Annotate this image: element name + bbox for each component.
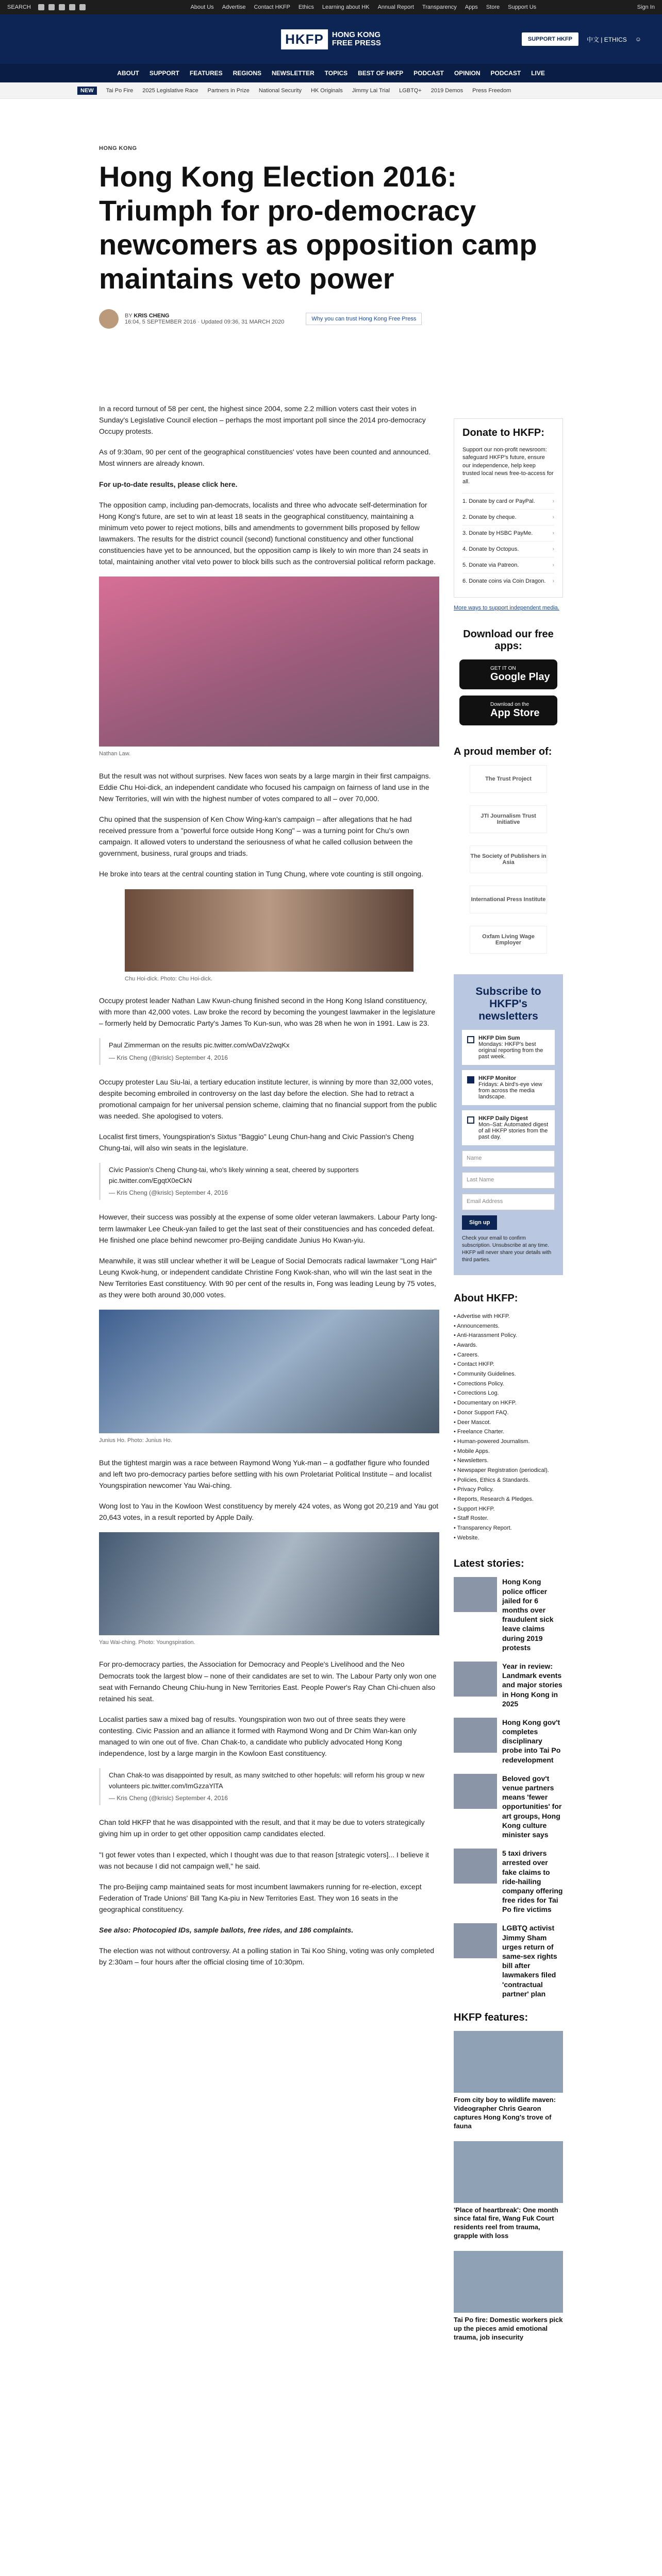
paragraph: However, their success was possibly at the expense of some older veteran lawmakers. Labour Party long-term lawmaker Lee Cheuk-yan failed to get the last seat of their constituencies and has conceded defeat. He finished one place behind newcomer pro-Beijing candidate Junius Ho Kwan-yiu. xyxy=(99,1213,437,1244)
paragraph: The election was not without controversy. At a polling station in Tai Koo Shing, voting was only completed by 2:30am – four hours after the official closing time of 10:30pm. xyxy=(99,1946,435,1967)
newsletter-option[interactable] xyxy=(462,1070,555,1105)
newsletter-option[interactable] xyxy=(462,1110,555,1145)
nav-item[interactable]: OPINION xyxy=(454,70,481,77)
donate-option[interactable] xyxy=(462,573,554,589)
paragraph: Wong lost to Yau in the Kowloon West constituency by merely 424 votes, as Wong got 20,219 and Yau got 20,643 votes, in a result reported by Apple Daily. xyxy=(99,1501,439,1521)
photo-caption: Nathan Law. xyxy=(99,751,131,757)
about-link[interactable]: • Corrections Policy. xyxy=(454,1380,504,1387)
utility-link[interactable]: About Us xyxy=(190,4,214,10)
tweet-meta: — Kris Cheng (@krislc) September 4, 2016 xyxy=(109,1189,228,1197)
paragraph: As of 9:30am, 90 per cent of the geographical constituencies' votes have been counted and announced. Most winners are already known. xyxy=(99,448,431,468)
about-link[interactable]: • Newsletters. xyxy=(454,1458,489,1464)
newsletter-checkbox[interactable] xyxy=(467,1116,474,1124)
newsletter-title: HKFP Monitor xyxy=(478,1075,517,1081)
about-link[interactable]: • Donor Support FAQ. xyxy=(454,1409,509,1416)
utility-link[interactable]: Transparency xyxy=(422,4,457,10)
language-ethics-links[interactable]: 中文 | ETHICS xyxy=(586,36,627,43)
paragraph[interactable]: For up-to-date results, please click here. xyxy=(99,480,238,488)
about-link[interactable]: • Deer Mascot. xyxy=(454,1419,491,1426)
about-link[interactable]: • Policies, Ethics & Standards. xyxy=(454,1477,530,1483)
trending-link[interactable]: Press Freedom xyxy=(472,87,511,94)
why-trust-link[interactable]: Why you can trust Hong Kong Free Press xyxy=(306,313,422,325)
latest-story[interactable] xyxy=(454,1577,563,1652)
paragraph: But the tightest margin was a race between Raymond Wong Yuk-man – a godfather figure who founded and left two pro-democracy parties before settling with his own Proletariat Political Institute – and localist Youngspiration newcomer Yau Wai-ching. xyxy=(99,1458,432,1489)
about-heading: About HKFP: xyxy=(454,1292,518,1304)
facebook-icon[interactable] xyxy=(38,4,44,10)
app-store-button[interactable] xyxy=(459,696,557,725)
utility-link[interactable]: Advertise xyxy=(222,4,246,10)
paragraph: Localist first timers, Youngspiration's Sixtus "Baggio" Leung Chun-hang and Civic Passion's Cheng Chung-tai, will also win seats in the legislature. xyxy=(99,1132,414,1153)
photo-caption: Junius Ho. Photo: Junius Ho. xyxy=(99,1437,172,1444)
utility-link[interactable]: Ethics xyxy=(298,4,314,10)
story-thumbnail xyxy=(454,1849,497,1884)
latest-story[interactable] xyxy=(454,1718,563,1765)
nathan-law-photo xyxy=(99,577,439,747)
signup-button[interactable]: Sign up xyxy=(462,1215,497,1230)
paragraph: But the result was not without surprises. New faces won seats by a large margin in their first campaigns. Eddie Chu Hoi-dick, an independent candidate who focused his campaign on fairness of land use in the New Territories, will win with the highest number of votes compared to all – over 70,000. xyxy=(99,771,431,803)
story-title: Hong Kong gov't completes disciplinary probe into Tai Po redevelopment xyxy=(502,1718,561,1764)
embedded-tweet[interactable] xyxy=(99,1163,439,1200)
story-title: Year in review: Landmark events and major stories in Hong Kong in 2025 xyxy=(502,1662,562,1708)
story-thumbnail xyxy=(454,1718,497,1753)
newsletter-box xyxy=(454,974,563,1275)
utility-link[interactable]: Annual Report xyxy=(377,4,414,10)
nav-item[interactable]: BEST OF HKFP xyxy=(358,70,404,77)
donate-heading: Donate to HKFP: xyxy=(462,427,544,438)
tweet-text: Civic Passion's Cheng Chung-tai, who's likely winning a seat, cheered by supporters pic.twitter.com/EgqtX0eCkN xyxy=(109,1166,359,1184)
newsletter-title: HKFP Daily Digest xyxy=(478,1115,528,1122)
paragraph: Chu opined that the suspension of Ken Chow Wing-kan's campaign – after allegations that he had received pressure from a "powerful force outside Hong Kong" – was a turning point for Chu's own campaign. It allowed voters to understand the seriousness of what he called collusion between the government, business, rural groups and triads. xyxy=(99,815,413,858)
about-link[interactable]: • Awards. xyxy=(454,1342,477,1349)
see-also-link[interactable]: See also: Photocopied IDs, sample ballots, free rides, and 186 complaints. xyxy=(99,1926,354,1935)
paragraph: Occupy protester Lau Siu-lai, a tertiary education institute lecturer, is winning by more than 32,000 votes, despite becoming embroiled in controversy on the last day before the election. She had to retract a promotional campaign for her universal pension scheme, claiming that no financial support from the public was needed. She apologised to voters. xyxy=(99,1077,437,1121)
donate-option-label: 4. Donate by Octopus. xyxy=(462,546,519,552)
paragraph: "I got fewer votes than I expected, which I thought was due to that reason [strategic voters]... I believe it was not because I did not campaign well," he said. xyxy=(99,1850,429,1870)
paragraph: The opposition camp, including pan-democrats, localists and three who advocate self-determination for Hong Kong's future, are set to win at least 18 seats in the geographical constituency, maintaining a minimum veto power to reject motions, bills and amendments to government bills proposed by fellow lawmakers. The results for the district council (second) functional constituency and other functional constituencies have yet to be announced, but the opposition camp is likely to win more than 24 seats in total, maintaining another vital veto power to block bills such as the controversial political reform package. xyxy=(99,500,436,566)
photo-caption: Yau Wai-ching. Photo: Youngspiration. xyxy=(99,1639,195,1646)
nav-item[interactable]: FEATURES xyxy=(189,70,223,77)
paragraph: For pro-democracy parties, the Association for Democracy and People's Livelihood and the Neo Democrats took the largest blow – none of their candidates are set to win. The Labour Party only won one seat with Fernando Cheung Chiu-hung in New Territories East. People Power's Ray Chan Chi-chuen also retained his seat. xyxy=(99,1660,437,1703)
latest-heading: Latest stories: xyxy=(454,1558,524,1570)
about-link[interactable]: • Documentary on HKFP. xyxy=(454,1400,517,1406)
article-body xyxy=(99,403,439,1977)
about-link[interactable]: • Mobile Apps. xyxy=(454,1448,490,1454)
user-icon[interactable]: ☺ xyxy=(635,36,641,43)
about-link[interactable]: • Staff Roster. xyxy=(454,1515,489,1522)
latest-story[interactable] xyxy=(454,1662,563,1708)
nav-item[interactable]: PODCAST xyxy=(490,70,521,77)
site-logo[interactable] xyxy=(281,29,381,49)
donate-option-label: 1. Donate by card or PayPal. xyxy=(462,498,535,504)
story-thumbnail xyxy=(454,1774,497,1809)
photo-caption: Chu Hoi-dick. Photo: Chu Hoi-dick. xyxy=(125,975,212,982)
paragraph: The pro-Beijing camp maintained seats for most incumbent lawmakers running for re-election, except Federation of Trade Unions' Bill Tang Ka-piu in New Territories East. They won 16 seats in the geographical constituency. xyxy=(99,1882,422,1914)
trending-link[interactable]: Partners in Prize xyxy=(207,87,250,94)
search-link[interactable]: SEARCH xyxy=(7,4,31,10)
nav-item[interactable]: TOPICS xyxy=(324,70,348,77)
chevron-right-icon: › xyxy=(552,498,554,504)
story-title: Hong Kong police officer jailed for 6 months over fraudulent sick leave claims during 2019 protests xyxy=(502,1578,554,1652)
feature-title[interactable]: From city boy to wildlife maven: Videographer Chris Gearon captures Hong Kong's trove of fauna xyxy=(454,2095,556,2130)
trending-link[interactable]: Jimmy Lai Trial xyxy=(352,87,390,94)
embedded-tweet[interactable] xyxy=(99,1038,439,1064)
top-utility-bar xyxy=(0,0,662,14)
logo-name-line2: FREE PRESS xyxy=(332,39,381,47)
tweet-meta: — Kris Cheng (@krislc) September 4, 2016 xyxy=(109,1794,228,1802)
donate-option[interactable] xyxy=(462,541,554,557)
donate-option[interactable] xyxy=(462,557,554,573)
tweet-text: Paul Zimmerman on the results pic.twitter.com/wDaVz2wqKx xyxy=(109,1041,290,1049)
story-thumbnail xyxy=(454,1577,497,1612)
trending-bar xyxy=(0,82,662,99)
yau-wai-ching-photo xyxy=(99,1532,439,1635)
google-play-small: GET IT ON xyxy=(490,665,516,671)
email-input[interactable]: Email Address xyxy=(462,1194,555,1210)
donate-box xyxy=(454,418,563,598)
newsletter-checkbox[interactable] xyxy=(467,1036,474,1043)
story-thumbnail xyxy=(454,1923,497,1958)
latest-stories xyxy=(454,1577,563,1998)
donate-option-label: 5. Donate via Patreon. xyxy=(462,562,519,568)
junius-ho-photo xyxy=(99,1310,439,1433)
logo-name-line1: HONG KONG xyxy=(332,30,381,40)
feature-title[interactable]: 'Place of heartbreak': One month since fatal fire, Wang Fuk Court residents reel from trauma, grapple with loss xyxy=(454,2206,558,2240)
newsletter-option[interactable] xyxy=(462,1030,555,1065)
member-logo[interactable]: JTI Journalism Trust Initiative xyxy=(470,805,547,833)
features-list xyxy=(454,2031,563,2342)
about-link[interactable]: • Newspaper Registration (periodical). xyxy=(454,1467,549,1473)
feature-image[interactable] xyxy=(454,2251,563,2313)
about-link[interactable]: • Transparency Report. xyxy=(454,1525,512,1532)
apps-heading: Download our free apps: xyxy=(463,628,554,652)
donate-option[interactable] xyxy=(462,493,554,509)
about-link[interactable]: • Privacy Policy. xyxy=(454,1486,494,1493)
about-link[interactable]: • Anti-Harassment Policy. xyxy=(454,1332,517,1339)
story-thumbnail xyxy=(454,1662,497,1697)
about-link[interactable]: • Website. xyxy=(454,1534,479,1541)
chevron-right-icon: › xyxy=(552,514,554,520)
section-label[interactable]: HONG KONG xyxy=(99,145,137,151)
chevron-right-icon: › xyxy=(552,546,554,552)
paragraph: Localist parties saw a mixed bag of results. Youngspiration won two out of three seats they were contesting. Civic Passion and an alliance it formed with Raymond Wong and Dr Chim Wan-kan only managed to win one out of five. Chan Chak-to, a candidate who publicly advocated Hong Kong independence, lost by a large margin in the Kowloon East constituency. xyxy=(99,1715,417,1758)
trending-label: NEW xyxy=(77,87,97,95)
nav-item[interactable]: PODCAST xyxy=(413,70,444,77)
newsletter-desc: Mon–Sat: Automated digest of all HKFP stories from the past day. xyxy=(478,1121,549,1140)
trending-link[interactable]: 2019 Demos xyxy=(431,87,464,94)
about-link[interactable]: • Support HKFP. xyxy=(454,1505,495,1512)
proud-member-heading: A proud member of: xyxy=(454,745,552,757)
utility-link[interactable]: Support Us xyxy=(508,4,537,10)
author-avatar xyxy=(99,309,119,329)
tweet-meta: — Kris Cheng (@krislc) September 4, 2016 xyxy=(109,1054,228,1061)
chevron-right-icon: › xyxy=(552,562,554,568)
about-link[interactable]: • Freelance Charter. xyxy=(454,1429,505,1435)
app-store-small: Download on the xyxy=(490,701,529,707)
author-name[interactable]: KRIS CHENG xyxy=(134,313,170,319)
about-link[interactable]: • Reports, Research & Pledges. xyxy=(454,1496,534,1503)
newsletter-title: HKFP Dim Sum xyxy=(478,1035,520,1041)
linkedin-icon[interactable] xyxy=(79,4,86,10)
chevron-right-icon: › xyxy=(552,578,554,584)
logo-mark: HKFP xyxy=(281,29,328,49)
paragraph: In a record turnout of 58 per cent, the highest since 2004, some 2.2 million voters cast their votes in Sunday's Legislative Council election – perhaps the most important poll since the 2014 pro-democracy Occupy protests. xyxy=(99,404,426,436)
app-store-label: App Store xyxy=(490,707,540,719)
article-title: Hong Kong Election 2016: Triumph for pro-democracy newcomers as opposition camp maintains veto power xyxy=(99,160,537,295)
donate-text: Support our non-profit newsroom: safeguard HKFP's future, ensure our independence, help keep trusted local news free-to-access for all. xyxy=(462,447,554,485)
utility-link[interactable]: Store xyxy=(486,4,500,10)
chu-hoi-dick-photo xyxy=(125,889,413,972)
about-list xyxy=(454,1312,563,1543)
tweet-text: Chan Chak-to was disappointed by result, as many switched to other hopefuls: will reform his group w new volunteers pic.twitter.com/ImGzzaYlTA xyxy=(109,1771,425,1790)
main-nav xyxy=(0,64,662,82)
utility-links xyxy=(190,4,536,10)
last-name-input[interactable]: Last Name xyxy=(462,1172,555,1189)
byline: BY KRIS CHENG 16:04, 5 SEPTEMBER 2016 · Updated 09:36, 31 MARCH 2020 Why you can trust Hong Kong Free Press xyxy=(99,309,563,329)
donate-option-label: 6. Donate coins via Coin Dragon. xyxy=(462,578,546,584)
member-logo[interactable]: International Press Institute xyxy=(470,886,547,913)
more-ways-link[interactable]: More ways to support independent media. xyxy=(454,604,559,611)
features-heading: HKFP features: xyxy=(454,2011,528,2023)
nav-item[interactable]: NEWSLETTER xyxy=(271,70,315,77)
latest-story[interactable] xyxy=(454,1774,563,1839)
about-link[interactable]: • Human-powered Journalism. xyxy=(454,1438,530,1445)
story-title: 5 taxi drivers arrested over fake claims to ride-hailing company offering free rides for Tai Po fire victims xyxy=(502,1849,563,1914)
donate-option-label: 3. Donate by HSBC PayMe. xyxy=(462,530,533,536)
support-hkfp-button[interactable]: SUPPORT HKFP xyxy=(522,32,578,46)
masthead xyxy=(0,14,662,64)
chevron-right-icon: › xyxy=(552,530,554,536)
trending-link[interactable]: National Security xyxy=(258,87,302,94)
utility-link[interactable]: Learning about HK xyxy=(322,4,370,10)
trending-link[interactable]: HK Originals xyxy=(310,87,343,94)
about-link[interactable]: • Community Guidelines. xyxy=(454,1371,516,1378)
about-link[interactable]: • Corrections Log. xyxy=(454,1390,499,1397)
utility-link[interactable]: Contact HKFP xyxy=(254,4,290,10)
sidebar xyxy=(454,418,563,2352)
donate-option[interactable] xyxy=(462,509,554,525)
about-link[interactable]: • Announcements. xyxy=(454,1323,500,1329)
donate-option-label: 2. Donate by cheque. xyxy=(462,514,517,520)
about-link[interactable]: • Careers. xyxy=(454,1351,479,1358)
newsletter-heading: Subscribe to HKFP's newsletters xyxy=(475,985,541,1022)
nav-item[interactable]: ABOUT xyxy=(117,70,139,77)
nav-item[interactable]: REGIONS xyxy=(233,70,261,77)
instagram-icon[interactable] xyxy=(59,4,65,10)
member-logo[interactable]: The Society of Publishers in Asia xyxy=(470,845,547,873)
member-logo[interactable]: The Trust Project xyxy=(470,765,547,793)
twitter-icon[interactable] xyxy=(48,4,55,10)
signin-link[interactable]: Sign In xyxy=(637,4,655,10)
feature-image[interactable] xyxy=(454,2141,563,2203)
donate-option[interactable] xyxy=(462,525,554,541)
newsletter-note: Check your email to confirm subscription. Unsubscribe at any time. HKFP will never share your details with third parties. xyxy=(462,1235,552,1263)
newsletter-desc: Fridays: A bird's-eye view from across the media landscape. xyxy=(478,1081,542,1100)
trending-link[interactable]: Tai Po Fire xyxy=(106,87,134,94)
nav-item[interactable]: SUPPORT xyxy=(149,70,179,77)
feature-image[interactable] xyxy=(454,2031,563,2093)
newsletter-desc: Mondays: HKFP's best original reporting from the past week. xyxy=(478,1041,543,1060)
newsletter-checkbox[interactable] xyxy=(467,1076,474,1083)
latest-story[interactable] xyxy=(454,1849,563,1914)
article-dates: 16:04, 5 SEPTEMBER 2016 · Updated 09:36, 31 MARCH 2020 xyxy=(125,319,285,326)
youtube-icon[interactable] xyxy=(69,4,75,10)
content-wrap xyxy=(99,145,563,2341)
social-icons xyxy=(38,4,86,10)
paragraph: Occupy protest leader Nathan Law Kwun-chung finished second in the Hong Kong Island constituency, with more than 42,000 votes. Law broke the record by becoming the youngest lawmaker in the legislature – formerly held by Democratic Party's James To Kun-sun, who was 28 when he won in 1991. Law is 23. xyxy=(99,996,436,1028)
trending-link[interactable]: 2025 Legislative Race xyxy=(142,87,198,94)
paragraph: Meanwhile, it was still unclear whether it will be League of Social Democrats radical lawmaker "Long Hair" Leung Kwok-hung, or independent candidate Christine Fong Kwok-shan, who will win the last seat in the New Territories East constituency. With 90 per cent of the results in, Fong was leading Leung by 75 votes, as they were both around 30,000 votes. xyxy=(99,1256,437,1299)
paragraph: Chan told HKFP that he was disappointed with the result, and that it may be due to voters strategically giving him up in order to get other opposition camp candidates elected. xyxy=(99,1818,425,1838)
story-title: Beloved gov't venue partners means 'fewer opportunities' for art groups, Hong Kong culture minister says xyxy=(502,1774,562,1839)
latest-story[interactable] xyxy=(454,1923,563,1998)
member-logo[interactable]: Oxfam Living Wage Employer xyxy=(470,926,547,954)
google-play-button[interactable] xyxy=(459,659,557,689)
name-input[interactable]: Name xyxy=(462,1150,555,1167)
google-play-label: Google Play xyxy=(490,671,550,683)
feature-title[interactable]: Tai Po fire: Domestic workers pick up the pieces amid emotional trauma, job insecurity xyxy=(454,2316,563,2341)
about-link[interactable]: • Advertise with HKFP. xyxy=(454,1313,510,1319)
embedded-tweet[interactable] xyxy=(99,1768,439,1805)
member-logos xyxy=(454,765,563,954)
trending-link[interactable]: LGBTQ+ xyxy=(399,87,422,94)
story-title: LGBTQ activist Jimmy Sham urges return of same-sex rights bill after lawmakers filed 'contractual partner' plan xyxy=(502,1924,557,1998)
about-link[interactable]: • Contact HKFP. xyxy=(454,1361,494,1368)
paragraph: He broke into tears at the central counting station in Tung Chung, where vote counting is still ongoing. xyxy=(99,870,423,878)
nav-item[interactable]: LIVE xyxy=(531,70,545,77)
utility-link[interactable]: Apps xyxy=(465,4,478,10)
